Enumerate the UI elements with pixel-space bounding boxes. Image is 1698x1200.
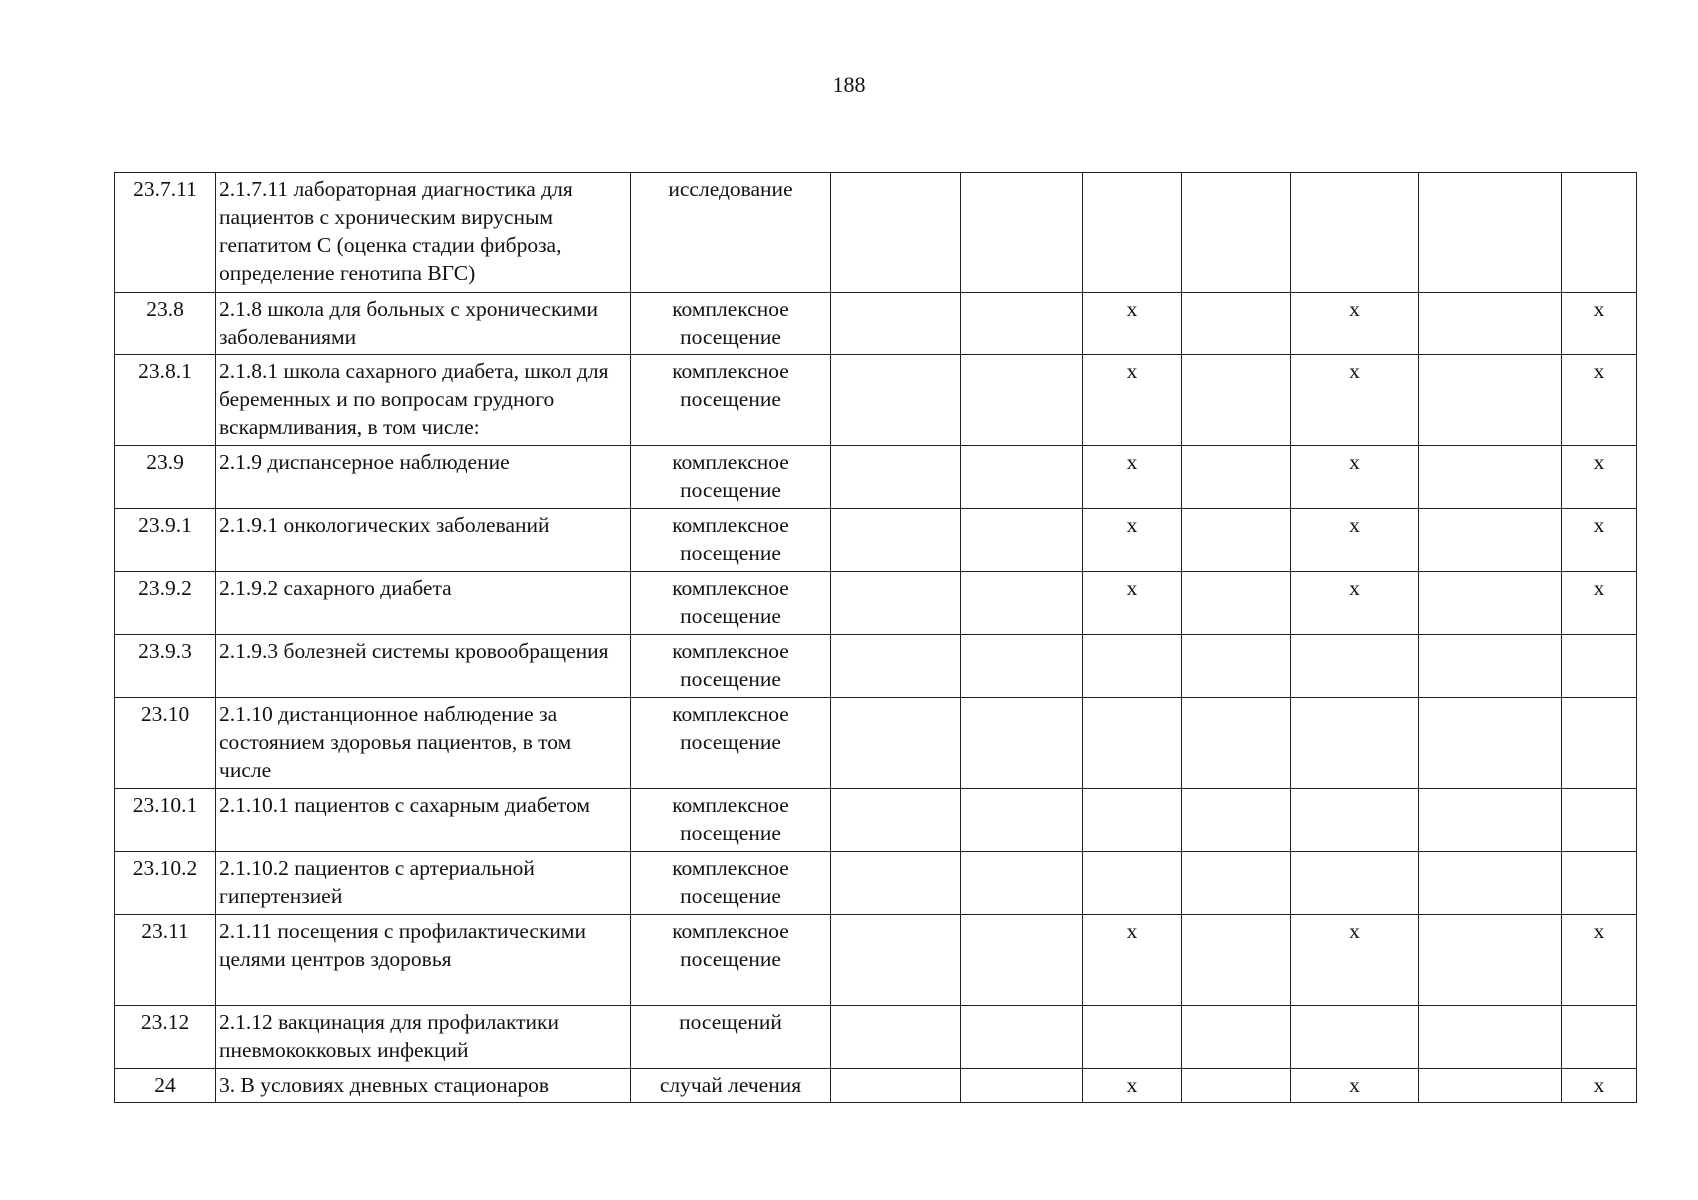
- value-cell: [1562, 1006, 1637, 1069]
- value-cell: [831, 852, 961, 915]
- value-cell: [1291, 173, 1419, 293]
- value-cell: [1562, 789, 1637, 852]
- value-cell: [1419, 1006, 1562, 1069]
- value-cell: х: [1291, 446, 1419, 509]
- value-cell: х: [1083, 1069, 1182, 1103]
- value-cell: х: [1562, 293, 1637, 355]
- value-cell: [1083, 698, 1182, 789]
- value-cell: х: [1083, 293, 1182, 355]
- table-row: [115, 1069, 1637, 1103]
- value-cell: х: [1562, 572, 1637, 635]
- value-cell: [1419, 852, 1562, 915]
- value-cell: [1419, 293, 1562, 355]
- value-cell: [1291, 852, 1419, 915]
- row-name-cell: 2.1.9.3 болезней системы кровообращения: [216, 635, 631, 698]
- value-cell: х: [1291, 1069, 1419, 1103]
- value-cell: [1182, 446, 1291, 509]
- value-cell: [831, 789, 961, 852]
- page-number: 188: [832, 72, 866, 97]
- value-cell: [831, 509, 961, 572]
- row-unit-cell: исследование: [631, 173, 831, 293]
- row-unit-cell: комплексное посещение: [631, 915, 831, 1006]
- value-cell: х: [1562, 355, 1637, 446]
- value-cell: [961, 293, 1083, 355]
- value-cell: [1182, 789, 1291, 852]
- row-name-cell: 2.1.8 школа для больных с хроническими заболеваниями: [216, 293, 631, 355]
- row-unit-cell: комплексное посещение: [631, 572, 831, 635]
- value-cell: х: [1562, 1069, 1637, 1103]
- value-cell: [1419, 446, 1562, 509]
- table-row: [115, 698, 1637, 789]
- value-cell: [1182, 1006, 1291, 1069]
- table-row: [115, 293, 1637, 355]
- row-number-cell: 23.9.2: [115, 572, 216, 635]
- value-cell: х: [1083, 572, 1182, 635]
- value-cell: [1291, 1006, 1419, 1069]
- row-unit-cell: посещений: [631, 1006, 831, 1069]
- row-unit-cell: комплексное посещение: [631, 852, 831, 915]
- value-cell: х: [1291, 293, 1419, 355]
- value-cell: [1419, 1069, 1562, 1103]
- value-cell: [1182, 915, 1291, 1006]
- value-cell: [1419, 572, 1562, 635]
- value-cell: [1182, 173, 1291, 293]
- row-unit-cell: комплексное посещение: [631, 509, 831, 572]
- row-name-cell: 3. В условиях дневных стационаров: [216, 1069, 631, 1103]
- row-name-cell: 2.1.11 посещения с профилактическими целями центров здоровья: [216, 915, 631, 1006]
- value-cell: [1562, 635, 1637, 698]
- value-cell: [961, 789, 1083, 852]
- value-cell: х: [1562, 446, 1637, 509]
- row-number-cell: 23.10.1: [115, 789, 216, 852]
- value-cell: [1083, 1006, 1182, 1069]
- row-number-cell: 23.7.11: [115, 173, 216, 293]
- value-cell: [961, 1006, 1083, 1069]
- row-unit-cell: комплексное посещение: [631, 789, 831, 852]
- value-cell: [1562, 698, 1637, 789]
- value-cell: [1419, 173, 1562, 293]
- row-name-cell: 2.1.10.2 пациентов с артериальной гипертензией: [216, 852, 631, 915]
- row-number-cell: 23.12: [115, 1006, 216, 1069]
- value-cell: [1419, 789, 1562, 852]
- value-cell: [961, 1069, 1083, 1103]
- value-cell: [1419, 915, 1562, 1006]
- table-row: [115, 1006, 1637, 1069]
- value-cell: [1291, 789, 1419, 852]
- value-cell: [1291, 635, 1419, 698]
- value-cell: [831, 915, 961, 1006]
- data-table: [114, 172, 1637, 1103]
- value-cell: [831, 446, 961, 509]
- row-number-cell: 23.8.1: [115, 355, 216, 446]
- value-cell: х: [1083, 355, 1182, 446]
- value-cell: [961, 355, 1083, 446]
- table-row: [115, 509, 1637, 572]
- value-cell: [831, 635, 961, 698]
- table-row: [115, 635, 1637, 698]
- row-unit-cell: комплексное посещение: [631, 635, 831, 698]
- value-cell: [1182, 852, 1291, 915]
- value-cell: [1182, 293, 1291, 355]
- value-cell: [961, 698, 1083, 789]
- value-cell: [1419, 635, 1562, 698]
- value-cell: х: [1083, 509, 1182, 572]
- value-cell: [961, 446, 1083, 509]
- row-unit-cell: комплексное посещение: [631, 446, 831, 509]
- value-cell: х: [1083, 915, 1182, 1006]
- row-unit-cell: комплексное посещение: [631, 293, 831, 355]
- value-cell: [961, 635, 1083, 698]
- value-cell: х: [1291, 915, 1419, 1006]
- value-cell: [1562, 173, 1637, 293]
- row-number-cell: 23.11: [115, 915, 216, 1006]
- table-row: [115, 355, 1637, 446]
- table-row: [115, 852, 1637, 915]
- row-unit-cell: комплексное посещение: [631, 355, 831, 446]
- row-name-cell: 2.1.10 дистанционное наблюдение за состоянием здоровья пациентов, в том числе: [216, 698, 631, 789]
- value-cell: [1419, 355, 1562, 446]
- row-number-cell: 23.8: [115, 293, 216, 355]
- row-name-cell: 2.1.9.1 онкологических заболеваний: [216, 509, 631, 572]
- value-cell: [961, 509, 1083, 572]
- row-number-cell: 23.9.3: [115, 635, 216, 698]
- value-cell: х: [1291, 572, 1419, 635]
- row-unit-cell: комплексное посещение: [631, 698, 831, 789]
- value-cell: [831, 572, 961, 635]
- value-cell: [961, 572, 1083, 635]
- row-name-cell: 2.1.9.2 сахарного диабета: [216, 572, 631, 635]
- value-cell: [1182, 572, 1291, 635]
- table-row: [115, 446, 1637, 509]
- value-cell: [1182, 355, 1291, 446]
- value-cell: [1182, 509, 1291, 572]
- value-cell: [1562, 852, 1637, 915]
- row-name-cell: 2.1.9 диспансерное наблюдение: [216, 446, 631, 509]
- row-name-cell: 2.1.8.1 школа сахарного диабета, школ для беременных и по вопросам грудного вскармливания, в том числе:: [216, 355, 631, 446]
- value-cell: х: [1291, 355, 1419, 446]
- value-cell: [1419, 698, 1562, 789]
- value-cell: [831, 1006, 961, 1069]
- value-cell: [1083, 173, 1182, 293]
- table-row: [115, 572, 1637, 635]
- value-cell: [961, 173, 1083, 293]
- value-cell: х: [1562, 509, 1637, 572]
- value-cell: [1083, 789, 1182, 852]
- value-cell: [1182, 698, 1291, 789]
- value-cell: х: [1083, 446, 1182, 509]
- value-cell: х: [1291, 509, 1419, 572]
- value-cell: [831, 355, 961, 446]
- value-cell: х: [1562, 915, 1637, 1006]
- value-cell: [1182, 1069, 1291, 1103]
- value-cell: [831, 698, 961, 789]
- value-cell: [1182, 635, 1291, 698]
- row-name-cell: 2.1.10.1 пациентов с сахарным диабетом: [216, 789, 631, 852]
- row-number-cell: 24: [115, 1069, 216, 1103]
- value-cell: [961, 852, 1083, 915]
- row-number-cell: 23.9.1: [115, 509, 216, 572]
- row-number-cell: 23.10.2: [115, 852, 216, 915]
- row-unit-cell: случай лечения: [631, 1069, 831, 1103]
- table-row: [115, 789, 1637, 852]
- row-name-cell: 2.1.7.11 лабораторная диагностика для пациентов с хроническим вирусным гепатитом С (оценка стадии фиброза, определение генотипа ВГС): [216, 173, 631, 293]
- value-cell: [1083, 852, 1182, 915]
- row-number-cell: 23.10: [115, 698, 216, 789]
- value-cell: [1083, 635, 1182, 698]
- value-cell: [831, 173, 961, 293]
- row-number-cell: 23.9: [115, 446, 216, 509]
- value-cell: [961, 915, 1083, 1006]
- table-row: [115, 915, 1637, 1006]
- value-cell: [831, 293, 961, 355]
- value-cell: [1419, 509, 1562, 572]
- row-name-cell: 2.1.12 вакцинация для профилактики пневмококковых инфекций: [216, 1006, 631, 1069]
- value-cell: [831, 1069, 961, 1103]
- value-cell: [1291, 698, 1419, 789]
- table-row: [115, 173, 1637, 293]
